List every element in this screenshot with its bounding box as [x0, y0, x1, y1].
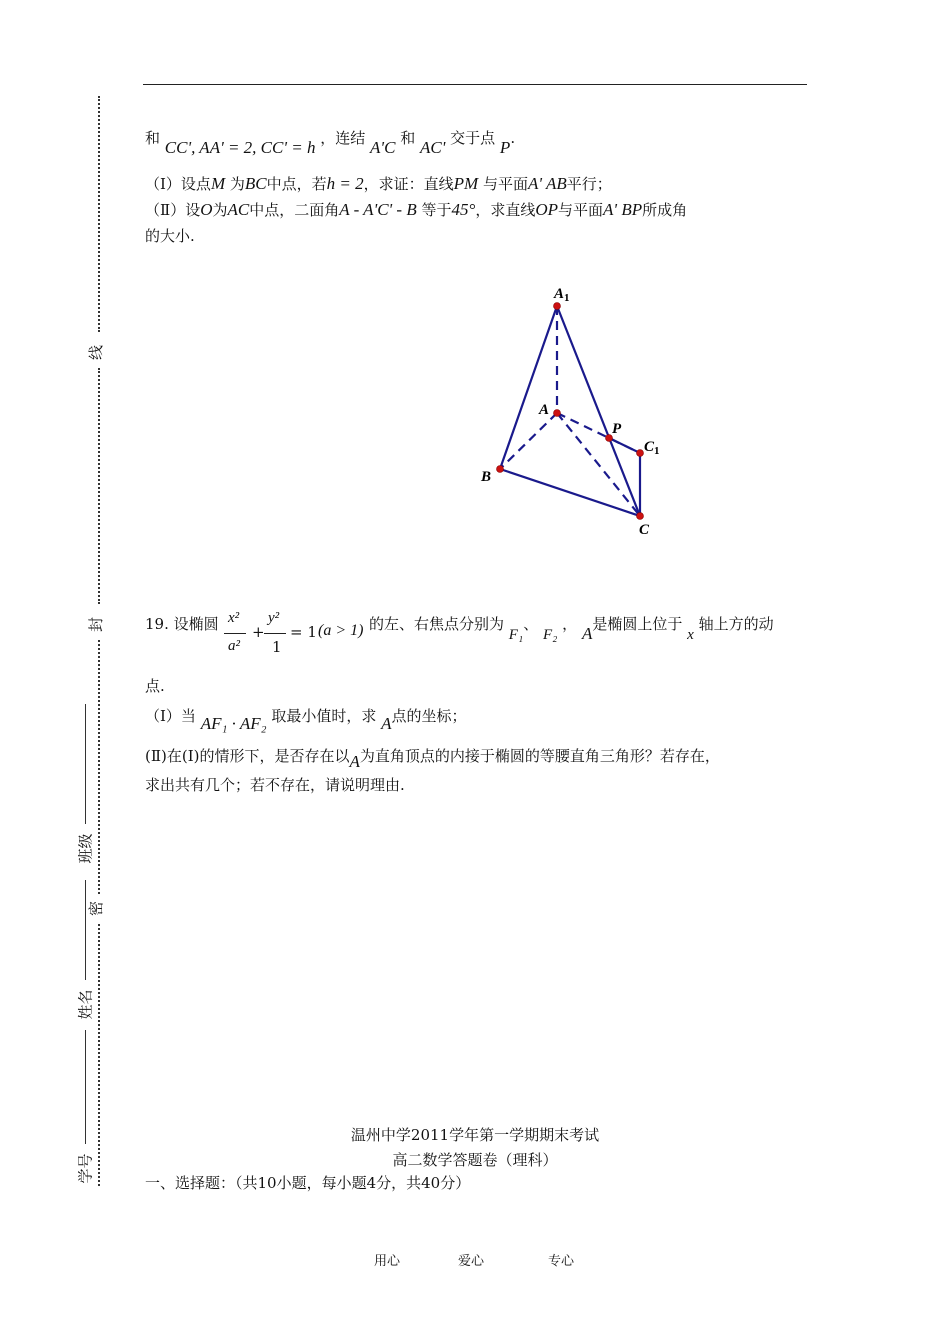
edge-A1C	[557, 306, 640, 516]
label-C1: $C_1$	[644, 439, 660, 457]
id-label: 学号	[76, 1153, 95, 1184]
problem19-line2: 点.	[145, 677, 165, 695]
header-rule	[143, 84, 807, 85]
margin-secret-char: 密	[87, 900, 106, 917]
label-C: C	[639, 522, 650, 538]
margin-seal-char: 封	[87, 616, 106, 633]
edge-AC-hidden	[557, 413, 640, 516]
footer-yongxin: 用心	[374, 1254, 401, 1269]
problem19-part2-cont: 求出共有几个；若不存在，请说明理由.	[145, 776, 405, 794]
point-B	[497, 466, 504, 473]
ellipse-equation: x² a² + y² 1 = 1 (a > 1)	[222, 610, 372, 662]
point-C	[637, 513, 644, 520]
point-A	[554, 410, 561, 417]
school-title: 温州中学2011学年第一学期期末考试	[350, 1126, 600, 1144]
margin-line-char: 线	[87, 344, 106, 361]
class-blank[interactable]	[85, 704, 86, 824]
problem19-part1: （Ⅰ）当 AF₁ · AF₂ 取最小值时，求 A点的坐标；	[145, 707, 467, 733]
edge-AC1-hidden	[557, 413, 640, 453]
dotted-line	[98, 368, 100, 604]
edge-BC	[500, 469, 640, 516]
point-A1	[554, 303, 561, 310]
dotted-line	[98, 96, 100, 332]
footer-zhuanxin: 专心	[548, 1254, 575, 1269]
problem19-part2: (Ⅱ)在(Ⅰ)的情形下，是否存在以A为直角顶点的内接于椭圆的等腰直角三角形？若存在，	[145, 747, 720, 771]
dotted-line	[98, 924, 100, 1186]
section-heading: 一、选择题：（共10小题，每小题4分，共40分）	[145, 1174, 471, 1192]
problem18-part2-cont: 的大小.	[145, 227, 195, 245]
footer-aixin: 爱心	[458, 1254, 485, 1269]
label-P: P	[612, 421, 622, 437]
label-B: B	[481, 469, 492, 485]
problem18-part1: （Ⅰ）设点M 为BC中点，若h = 2，求证：直线PM 与平面A' AB平行；	[145, 174, 612, 193]
label-A: A	[539, 402, 550, 418]
problem18-intro: 和 CC', AA' = 2, CC' = h ，连结 A'C 和 AC' 交于点 P.	[145, 129, 516, 157]
label-A1: $A_1$	[554, 286, 570, 304]
problem19-line1: 的左、右焦点分别为 F₁、 F₂ ， A是椭圆上位于 x 轴上方的动	[369, 615, 774, 643]
class-label: 班级	[76, 833, 95, 864]
name-blank[interactable]	[85, 880, 86, 980]
point-C1	[637, 450, 644, 457]
prism-figure	[470, 276, 680, 546]
name-label: 姓名	[76, 989, 95, 1020]
edge-AB-hidden	[500, 413, 557, 469]
paper-title: 高二数学答题卷（理科）	[392, 1151, 558, 1169]
problem19-number: 19. 设椭圆	[145, 615, 219, 633]
edge-A1B	[500, 306, 557, 469]
dotted-line	[98, 640, 100, 894]
problem18-part2: （Ⅱ）设O为AC中点，二面角A - A'C' - B 等于45°，求直线OP与平面A' BP所成角	[145, 200, 688, 219]
